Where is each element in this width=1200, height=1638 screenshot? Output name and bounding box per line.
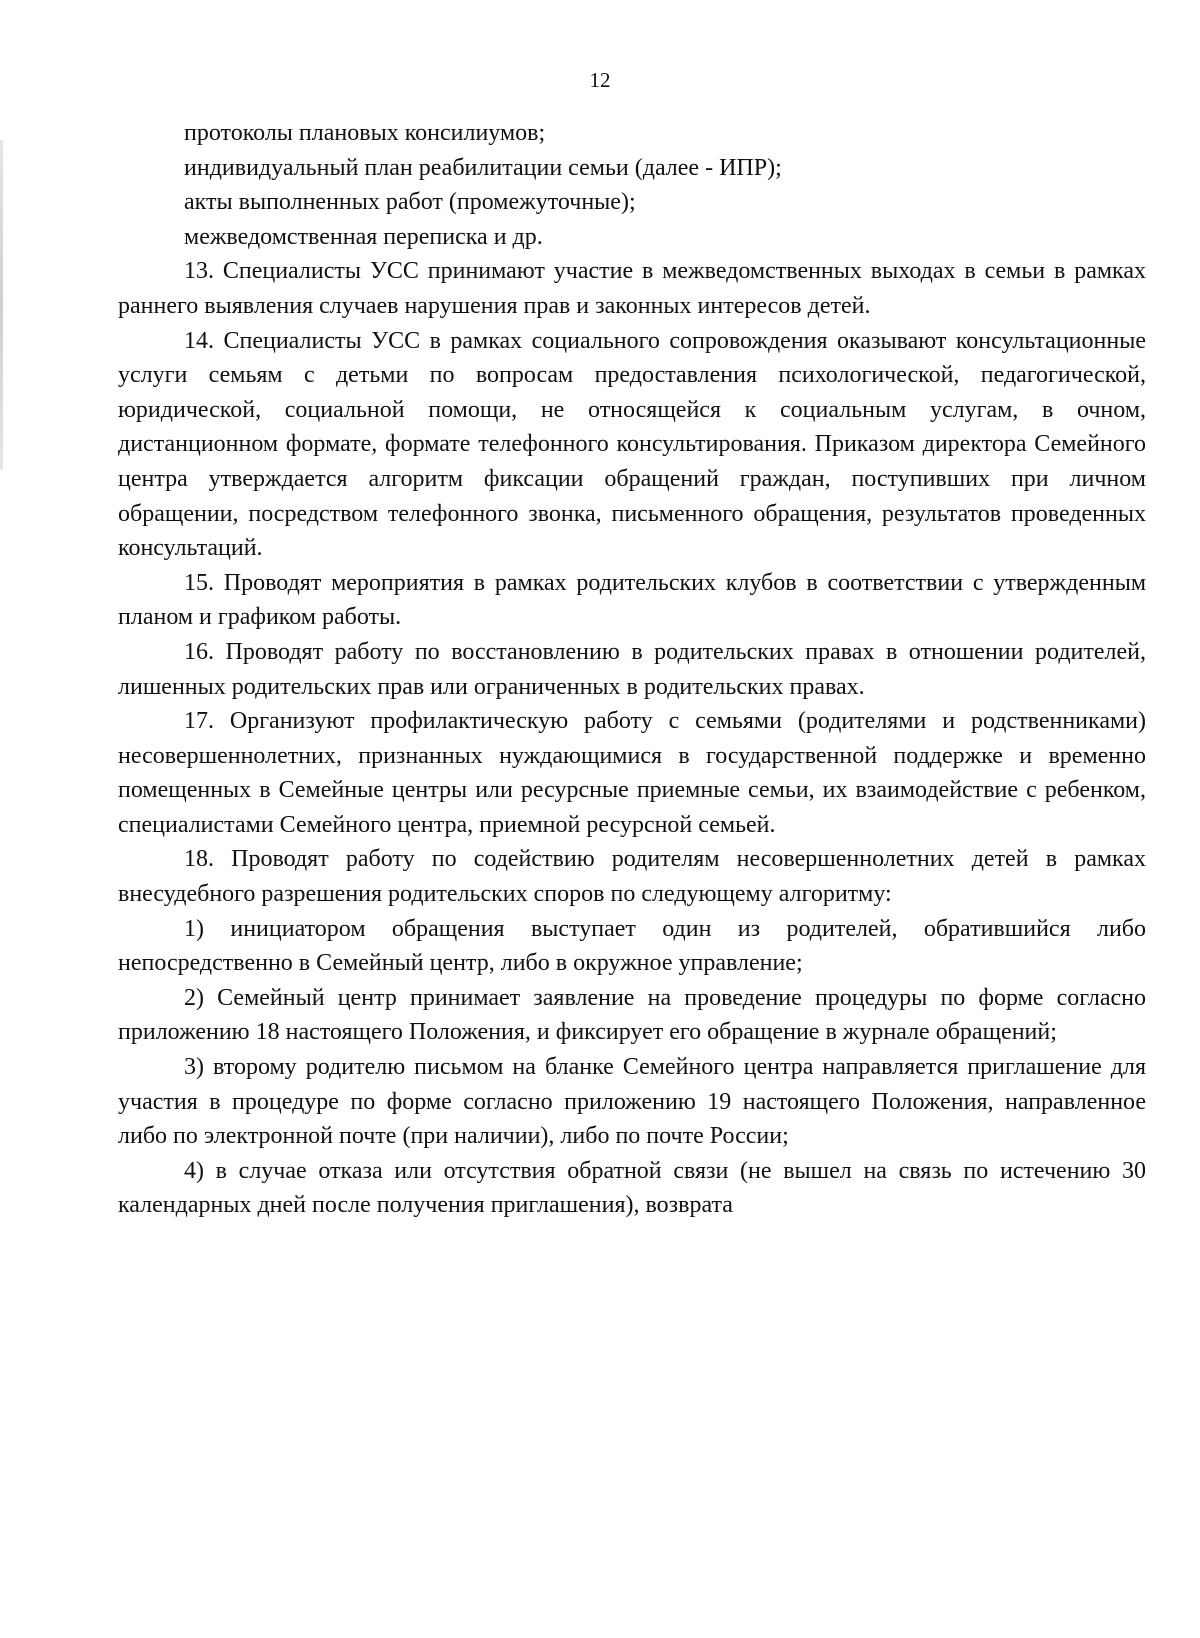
list-item: индивидуальный план реабилитации семьи (далее - ИПР); — [184, 154, 782, 181]
document-body — [118, 116, 1146, 1223]
paragraph-18-item-2: 2) Семейный центр принимает заявление на проведение процедуры по форме согласно приложению 18 настоящего Положения, и фиксирует его обращение в журнале обращений; — [118, 984, 1146, 1046]
paragraph-17: 17. Организуют профилактическую работу с семьями (родителями и родственниками) несовершеннолетних, признанных нуждающимися в государственной поддержке и временно помещенных в Семейные центры или ресурсные приемные семьи, их взаимодействие с ребенком, специалистами Семейного центра, приемной ресурсной семьей. — [118, 708, 1146, 838]
scan-edge-shadow — [0, 140, 3, 470]
paragraph-18-item-1: 1) инициатором обращения выступает один из родителей, обратившийся либо непосредственно в Семейный центр, либо в окружное управление; — [118, 915, 1146, 977]
paragraph-18-item-3: 3) второму родителю письмом на бланке Семейного центра направляется приглашение для участия в процедуре по форме согласно приложению 19 настоящего Положения, направленное либо по электронной почте (при наличии), либо по почте России; — [118, 1054, 1146, 1150]
list-item: протоколы плановых консилиумов; — [184, 120, 546, 146]
paragraph-18: 18. Проводят работу по содействию родителям несовершеннолетних детей в рамках внесудебного разрешения родительских споров по следующему алгоритму: — [118, 846, 1146, 908]
paragraph-16: 16. Проводят работу по восстановлению в родительских правах в отношении родителей, лишенных родительских прав или ограниченных в родительских правах. — [118, 638, 1146, 700]
paragraph-14: 14. Специалисты УСС в рамках социального сопровождения оказывают консультационные услуги семьям с детьми по вопросам предоставления психологической, педагогической, юридической, социальной помощи, не относящейся к социальным услугам, в очном, дистанционном формате, формате телефонного консультирования. Приказом директора Семейного центра утверждается алгоритм фиксации обращений граждан, поступивших при личном обращении, посредством телефонного звонка, письменного обращения, результатов проведенных консультаций. — [118, 327, 1146, 562]
list-item: акты выполненных работ (промежуточные); — [184, 189, 636, 216]
list-item: межведомственная переписка и др. — [184, 223, 543, 250]
paragraph-13: 13. Специалисты УСС принимают участие в межведомственных выходах в семьи в рамках раннего выявления случаев нарушения прав и законных интересов детей. — [118, 258, 1146, 319]
paragraph-15: 15. Проводят мероприятия в рамках родительских клубов в соответствии с утвержденным планом и графиком работы. — [118, 569, 1146, 631]
page-number: 12 — [589, 68, 611, 92]
paragraph-18-item-4: 4) в случае отказа или отсутствия обратной связи (не вышел на связь по истечению 30 календарных дней после получения приглашения), возврата — [118, 1157, 1146, 1219]
